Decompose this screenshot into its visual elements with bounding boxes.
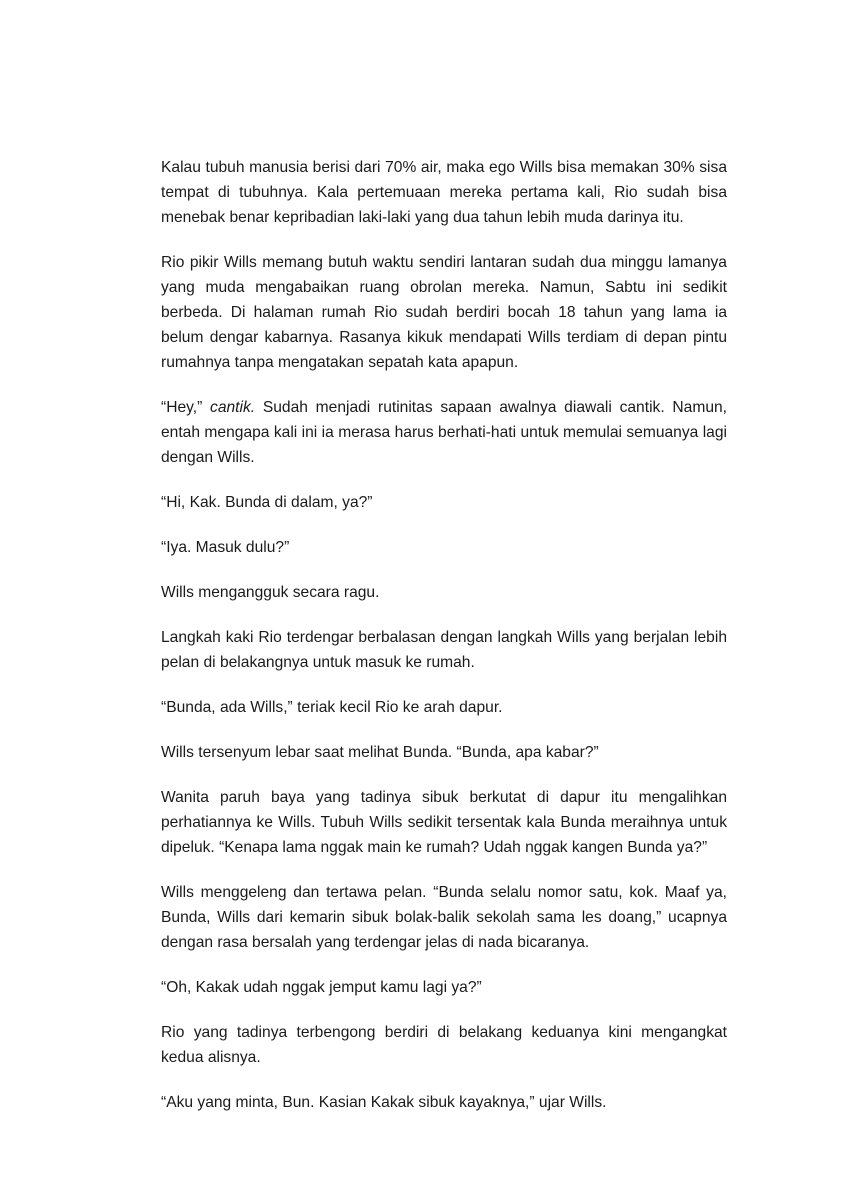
paragraph — [161, 490, 727, 515]
paragraph-text: “Hey,” — [161, 399, 211, 416]
paragraph — [161, 155, 727, 230]
paragraph-text: Rio pikir Wills memang butuh waktu sendiri lantaran sudah dua minggu lamanya yang muda mengabaikan ruang obrolan mereka. Namun, Sabtu ini sedikit berbeda. Di halaman rumah Rio sudah berdiri bocah 18 tahun yang lama ia belum dengar kabarnya. Rasanya kikuk mendapati Wills terdiam di depan pintu rumahnya tanpa mengatakan sepatah kata apapun. — [161, 254, 727, 371]
paragraph — [161, 535, 727, 560]
paragraph-text: Rio yang tadinya terbengong berdiri di belakang keduanya kini mengangkat kedua alisnya. — [161, 1024, 727, 1066]
paragraph-text: Kalau tubuh manusia berisi dari 70% air, maka ego Wills bisa memakan 30% sisa tempat di tubuhnya. Kala pertemuaan mereka pertama kali, Rio sudah bisa menebak benar kepribadian laki-laki yang dua tahun lebih muda darinya itu. — [161, 159, 727, 226]
paragraph-text: “Iya. Masuk dulu?” — [161, 539, 290, 556]
paragraph — [161, 1020, 727, 1070]
paragraph-text: “Oh, Kakak udah nggak jemput kamu lagi ya?” — [161, 979, 482, 996]
paragraph-text: Langkah kaki Rio terdengar berbalasan dengan langkah Wills yang berjalan lebih pelan di belakangnya untuk masuk ke rumah. — [161, 629, 727, 671]
paragraph-text: “Aku yang minta, Bun. Kasian Kakak sibuk kayaknya,” ujar Wills. — [161, 1094, 607, 1111]
paragraph-text: Wills mengangguk secara ragu. — [161, 584, 380, 601]
paragraph — [161, 395, 727, 470]
story-text — [161, 155, 727, 1135]
paragraph — [161, 975, 727, 1000]
paragraph-text: “Bunda, ada Wills,” teriak kecil Rio ke arah dapur. — [161, 699, 503, 716]
paragraph — [161, 250, 727, 375]
paragraph — [161, 740, 727, 765]
paragraph-text: Wills tersenyum lebar saat melihat Bunda. “Bunda, apa kabar?” — [161, 744, 599, 761]
paragraph — [161, 785, 727, 860]
paragraph — [161, 1090, 727, 1115]
paragraph-text: Sudah menjadi rutinitas sapaan awalnya diawali cantik. Namun, entah mengapa kali ini ia merasa harus berhati-hati untuk memulai semuanya lagi dengan Wills. — [161, 399, 727, 466]
italic-word: cantik. — [210, 399, 256, 416]
paragraph-text: “Hi, Kak. Bunda di dalam, ya?” — [161, 494, 373, 511]
paragraph — [161, 695, 727, 720]
paragraph-text: Wills menggeleng dan tertawa pelan. “Bunda selalu nomor satu, kok. Maaf ya, Bunda, Wills dari kemarin sibuk bolak-balik sekolah sama les doang,” ucapnya dengan rasa bersalah yang terdengar jelas di nada bicaranya. — [161, 884, 727, 951]
paragraph-text: Wanita paruh baya yang tadinya sibuk berkutat di dapur itu mengalihkan perhatiannya ke Wills. Tubuh Wills sedikit tersentak kala Bunda meraihnya untuk dipeluk. “Kenapa lama nggak main ke rumah? Udah nggak kangen Bunda ya?” — [161, 789, 727, 856]
paragraph — [161, 880, 727, 955]
paragraph — [161, 580, 727, 605]
paragraph — [161, 625, 727, 675]
